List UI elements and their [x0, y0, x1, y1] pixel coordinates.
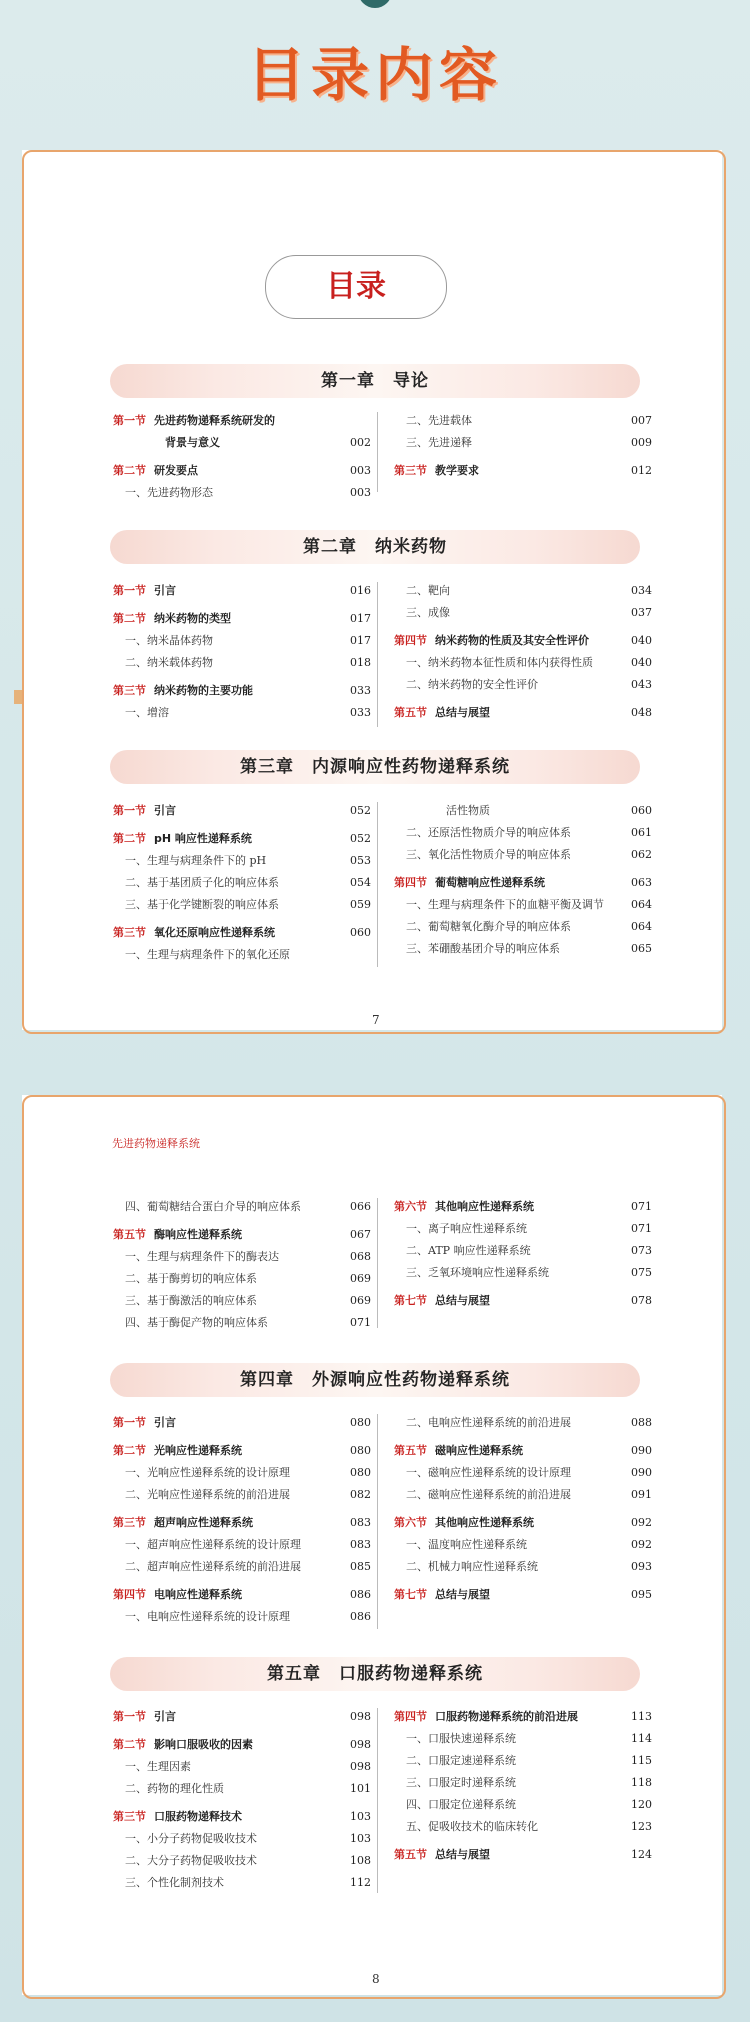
toc-column-right	[394, 1196, 652, 1312]
section-title: 总结与展望	[435, 1294, 490, 1307]
toc-entry-row	[113, 702, 371, 724]
section-number: 第四节	[394, 876, 427, 889]
toc-section-row	[113, 608, 371, 630]
page-ref: 118	[631, 1776, 652, 1789]
entry-title: 一、口服快速递释系统	[406, 1732, 516, 1745]
toc-section-row	[113, 460, 371, 482]
page-ref: 003	[350, 486, 371, 499]
section-title: 影响口服吸收的因素	[154, 1738, 253, 1751]
page-ref: 017	[350, 634, 371, 647]
entry-title: 三、氧化活性物质介导的响应体系	[406, 848, 571, 861]
column-divider	[377, 412, 378, 492]
toc-column-right	[394, 580, 652, 724]
entry-title: 一、生理与病理条件下的血糖平衡及调节	[406, 898, 604, 911]
page-ref: 108	[350, 1854, 371, 1867]
page-ref: 090	[631, 1466, 652, 1479]
page-ref: 069	[350, 1272, 371, 1285]
section-number: 第五节	[394, 1848, 427, 1861]
section-number: 第一节	[113, 414, 146, 427]
section-number: 第六节	[394, 1516, 427, 1529]
toc-entry-row	[394, 1218, 652, 1240]
entry-title: 一、光响应性递释系统的设计原理	[125, 1466, 290, 1479]
section-title: 电响应性递释系统	[154, 1588, 242, 1601]
page-ref: 098	[350, 1760, 371, 1773]
section-number: 第一节	[113, 1416, 146, 1429]
entry-title: 三、基于酶激活的响应体系	[125, 1294, 257, 1307]
page-ref: 037	[631, 606, 652, 619]
page-ref: 059	[350, 898, 371, 911]
section-number: 第四节	[113, 1588, 146, 1601]
toc-section-row	[394, 872, 652, 894]
page-number: 8	[372, 1972, 380, 1986]
chapter-heading: 第一章 导论	[110, 364, 640, 398]
toc-section-row	[113, 800, 371, 822]
section-number: 第二节	[113, 1738, 146, 1751]
page-ref: 043	[631, 678, 652, 691]
section-number: 第二节	[113, 832, 146, 845]
page-ref: 080	[350, 1466, 371, 1479]
entry-title: 三、成像	[406, 606, 450, 619]
section-number: 第四节	[394, 634, 427, 647]
page-ref: 060	[631, 804, 652, 817]
toc-entry-row	[394, 1412, 652, 1434]
toc-section-row	[113, 1734, 371, 1756]
toc-entry-row	[394, 1240, 652, 1262]
page-ref: 052	[350, 804, 371, 817]
entry-title: 三、苯硼酸基团介导的响应体系	[406, 942, 560, 955]
toc-title: 目录	[265, 255, 447, 319]
section-title: 总结与展望	[435, 1848, 490, 1861]
chapter-heading: 第四章 外源响应性药物递释系统	[110, 1363, 640, 1397]
toc-section-row	[113, 922, 371, 944]
toc-section-row	[394, 1196, 652, 1218]
entry-title: 三、乏氧环境响应性递释系统	[406, 1266, 549, 1279]
page-ref: 053	[350, 854, 371, 867]
toc-column-right	[394, 1706, 652, 1866]
page-ref: 069	[350, 1294, 371, 1307]
section-number: 第五节	[394, 1444, 427, 1457]
entry-title: 三、基于化学键断裂的响应体系	[125, 898, 279, 911]
toc-entry-row	[394, 844, 652, 866]
toc-entry-row	[394, 1462, 652, 1484]
toc-entry-row	[394, 1484, 652, 1506]
toc-entry-row	[113, 482, 371, 504]
entry-title: 二、机械力响应性递释系统	[406, 1560, 538, 1573]
entry-title: 一、生理与病理条件下的酶表达	[125, 1250, 279, 1263]
toc-entry-row	[394, 1772, 652, 1794]
entry-title: 二、纳米载体药物	[125, 656, 213, 669]
section-title: 引言	[154, 1710, 176, 1723]
page-ref: 103	[350, 1832, 371, 1845]
entry-title: 一、生理因素	[125, 1760, 191, 1773]
page-ref: 068	[350, 1250, 371, 1263]
page-ref: 083	[350, 1538, 371, 1551]
toc-column-left	[113, 1196, 371, 1334]
page-ref: 090	[631, 1444, 652, 1457]
toc-section-row	[394, 1290, 652, 1312]
entry-title: 三、个性化制剂技术	[125, 1876, 224, 1889]
chapter-heading: 第三章 内源响应性药物递释系统	[110, 750, 640, 784]
toc-entry-row	[394, 1794, 652, 1816]
toc-entry-row	[113, 944, 371, 966]
toc-section-row	[113, 680, 371, 702]
section-number: 第二节	[113, 1444, 146, 1457]
toc-entry-row	[113, 894, 371, 916]
entry-title: 一、小分子药物促吸收技术	[125, 1832, 257, 1845]
page-ref: 091	[631, 1488, 652, 1501]
entry-title: 四、基于酶促产物的响应体系	[125, 1316, 268, 1329]
section-title: 口服药物递释系统的前沿进展	[435, 1710, 578, 1723]
page-ref: 033	[350, 684, 371, 697]
toc-entry-row	[113, 1556, 371, 1578]
section-title: 其他响应性递释系统	[435, 1200, 534, 1213]
column-divider	[377, 802, 378, 967]
toc-entry-row	[113, 1246, 371, 1268]
toc-entry-row	[113, 1872, 371, 1894]
page-ref: 067	[350, 1228, 371, 1241]
toc-section-row	[394, 1844, 652, 1866]
toc-section-row	[113, 1584, 371, 1606]
page-ref: 092	[631, 1538, 652, 1551]
toc-entry-row	[113, 1850, 371, 1872]
toc-section-row	[113, 1512, 371, 1534]
section-title: 纳米药物的主要功能	[154, 684, 253, 697]
page-ref: 083	[350, 1516, 371, 1529]
toc-entry-row	[113, 1484, 371, 1506]
section-title: 口服药物递释技术	[154, 1810, 242, 1823]
page-ref: 061	[631, 826, 652, 839]
page-ref: 065	[631, 942, 652, 955]
section-number: 第四节	[394, 1710, 427, 1723]
toc-section-row	[394, 630, 652, 652]
toc-column-right	[394, 1412, 652, 1606]
page-ref: 064	[631, 920, 652, 933]
entry-title: 二、基于酶剪切的响应体系	[125, 1272, 257, 1285]
toc-entry-row	[394, 602, 652, 624]
toc-column-left	[113, 410, 371, 504]
page-ref: 082	[350, 1488, 371, 1501]
page-ref: 060	[350, 926, 371, 939]
section-title: 教学要求	[435, 464, 479, 477]
page-ref: 071	[350, 1316, 371, 1329]
section-title: 其他响应性递释系统	[435, 1516, 534, 1529]
entry-title: 一、先进药物形态	[125, 486, 213, 499]
toc-column-right	[394, 800, 652, 960]
page-ref: 002	[350, 436, 371, 449]
toc-section-row	[113, 1706, 371, 1728]
section-title: 先进药物递释系统研发的	[154, 414, 275, 427]
entry-title: 二、磁响应性递释系统的前沿进展	[406, 1488, 571, 1501]
toc-section-row	[394, 1512, 652, 1534]
section-number: 第五节	[113, 1228, 146, 1241]
entry-title: 一、超声响应性递释系统的设计原理	[125, 1538, 301, 1551]
section-title: 超声响应性递释系统	[154, 1516, 253, 1529]
page-ref: 034	[631, 584, 652, 597]
toc-entry-row	[394, 432, 652, 454]
page-ref: 054	[350, 876, 371, 889]
toc-column-left	[113, 1706, 371, 1894]
section-title: 引言	[154, 1416, 176, 1429]
entry-title: 二、葡萄糖氧化酶介导的响应体系	[406, 920, 571, 933]
entry-title: 二、大分子药物促吸收技术	[125, 1854, 257, 1867]
page-ref: 040	[631, 634, 652, 647]
toc-section-row	[394, 1440, 652, 1462]
toc-section-row	[394, 460, 652, 482]
entry-title: 二、超声响应性递释系统的前沿进展	[125, 1560, 301, 1573]
toc-entry-row	[394, 1534, 652, 1556]
section-title: 总结与展望	[435, 1588, 490, 1601]
section-title: 纳米药物的类型	[154, 612, 231, 625]
section-number: 第七节	[394, 1294, 427, 1307]
page-ref: 009	[631, 436, 652, 449]
page-ref: 075	[631, 1266, 652, 1279]
page-ref: 071	[631, 1222, 652, 1235]
entry-title: 一、电响应性递释系统的设计原理	[125, 1610, 290, 1623]
page-ref: 066	[350, 1200, 371, 1213]
page-ref: 078	[631, 1294, 652, 1307]
section-number: 第三节	[113, 1810, 146, 1823]
toc-section-row	[394, 702, 652, 724]
toc-section-row	[113, 1224, 371, 1246]
section-number: 第一节	[113, 1710, 146, 1723]
toc-section-row	[113, 1440, 371, 1462]
page-ref: 093	[631, 1560, 652, 1573]
entry-title: 一、生理与病理条件下的 pH	[125, 854, 267, 867]
section-title: 研发要点	[154, 464, 198, 477]
toc-entry-row	[394, 1728, 652, 1750]
toc-entry-row	[394, 1556, 652, 1578]
page-ref: 092	[631, 1516, 652, 1529]
toc-entry-row	[113, 1462, 371, 1484]
section-number: 第五节	[394, 706, 427, 719]
page-ref: 098	[350, 1738, 371, 1751]
toc-entry-row	[113, 432, 371, 454]
entry-title: 四、口服定位递释系统	[406, 1798, 516, 1811]
page-ref: 114	[631, 1732, 652, 1745]
running-header: 先进药物递释系统	[112, 1137, 200, 1150]
page-ref: 080	[350, 1416, 371, 1429]
toc-entry-row	[113, 850, 371, 872]
toc-entry-row	[394, 652, 652, 674]
page-ref: 007	[631, 414, 652, 427]
toc-entry-row	[394, 1750, 652, 1772]
page-ref: 048	[631, 706, 652, 719]
entry-title: 一、离子响应性递释系统	[406, 1222, 527, 1235]
toc-entry-row	[113, 1756, 371, 1778]
section-number: 第一节	[113, 804, 146, 817]
toc-column-left	[113, 800, 371, 966]
toc-entry-row	[394, 580, 652, 602]
toc-section-row	[394, 1584, 652, 1606]
page-ref: 085	[350, 1560, 371, 1573]
page-ref: 088	[631, 1416, 652, 1429]
toc-entry-row	[113, 652, 371, 674]
entry-title: 二、药物的理化性质	[125, 1782, 224, 1795]
entry-title: 二、ATP 响应性递释系统	[406, 1244, 531, 1257]
chapter-heading: 第五章 口服药物递释系统	[110, 1657, 640, 1691]
toc-entry-row	[394, 1816, 652, 1838]
toc-entry-row	[113, 1534, 371, 1556]
toc-entry-row	[394, 800, 652, 822]
column-divider	[377, 582, 378, 727]
page-ref: 115	[631, 1754, 652, 1767]
page-ref: 080	[350, 1444, 371, 1457]
column-divider	[377, 1708, 378, 1893]
entry-title: 一、增溶	[125, 706, 169, 719]
page-1-side-tab	[14, 690, 22, 704]
section-title-continued: 背景与意义	[165, 436, 220, 449]
column-divider	[377, 1198, 378, 1328]
section-number: 第三节	[113, 684, 146, 697]
toc-entry-row	[113, 630, 371, 652]
section-number: 第三节	[113, 926, 146, 939]
page-ref: 124	[631, 1848, 652, 1861]
toc-entry-row	[113, 1196, 371, 1218]
toc-entry-row	[394, 1262, 652, 1284]
page-ref: 112	[350, 1876, 371, 1889]
entry-title: 二、基于基团质子化的响应体系	[125, 876, 279, 889]
entry-title: 二、口服定速递释系统	[406, 1754, 516, 1767]
page-ref: 095	[631, 1588, 652, 1601]
entry-title: 一、纳米晶体药物	[125, 634, 213, 647]
entry-title: 二、先进载体	[406, 414, 472, 427]
entry-title: 四、葡萄糖结合蛋白介导的响应体系	[125, 1200, 301, 1213]
section-title: 葡萄糖响应性递释系统	[435, 876, 545, 889]
page-ref: 052	[350, 832, 371, 845]
entry-title: 一、生理与病理条件下的氧化还原	[125, 948, 290, 961]
toc-section-row	[113, 410, 371, 432]
chapter-heading: 第二章 纳米药物	[110, 530, 640, 564]
toc-entry-row	[113, 1828, 371, 1850]
toc-entry-row	[113, 1268, 371, 1290]
page-ref: 113	[631, 1710, 652, 1723]
entry-title: 五、促吸收技术的临床转化	[406, 1820, 538, 1833]
page-number: 7	[372, 1013, 380, 1027]
page-ref: 062	[631, 848, 652, 861]
page-ref: 033	[350, 706, 371, 719]
page-ref: 017	[350, 612, 371, 625]
top-ornament	[358, 0, 392, 8]
banner-title: 目录内容	[246, 41, 503, 109]
entry-title: 二、还原活性物质介导的响应体系	[406, 826, 571, 839]
entry-title: 一、温度响应性递释系统	[406, 1538, 527, 1551]
page-ref: 018	[350, 656, 371, 669]
toc-entry-row	[113, 1312, 371, 1334]
section-number: 第三节	[394, 464, 427, 477]
page-ref: 012	[631, 464, 652, 477]
toc-column-left	[113, 580, 371, 724]
toc-entry-row	[394, 674, 652, 696]
page-ref: 064	[631, 898, 652, 911]
page-ref: 098	[350, 1710, 371, 1723]
page-ref: 086	[350, 1588, 371, 1601]
section-title: 引言	[154, 584, 176, 597]
section-title: 光响应性递释系统	[154, 1444, 242, 1457]
section-title: 磁响应性递释系统	[435, 1444, 523, 1457]
page-ref: 016	[350, 584, 371, 597]
column-divider	[377, 1414, 378, 1629]
section-title: 纳米药物的性质及其安全性评价	[435, 634, 589, 647]
toc-entry-row	[394, 894, 652, 916]
toc-section-row	[113, 828, 371, 850]
entry-title: 一、磁响应性递释系统的设计原理	[406, 1466, 571, 1479]
section-title: pH 响应性递释系统	[154, 832, 252, 845]
toc-section-row	[394, 1706, 652, 1728]
toc-entry-row	[394, 916, 652, 938]
toc-entry-row	[113, 1778, 371, 1800]
page-ref: 063	[631, 876, 652, 889]
entry-title: 二、电响应性递释系统的前沿进展	[406, 1416, 571, 1429]
entry-title: 二、纳米药物的安全性评价	[406, 678, 538, 691]
section-number: 第二节	[113, 464, 146, 477]
toc-column-right	[394, 410, 652, 482]
page-ref: 086	[350, 1610, 371, 1623]
toc-column-left	[113, 1412, 371, 1628]
page-ref: 101	[350, 1782, 371, 1795]
section-title: 酶响应性递释系统	[154, 1228, 242, 1241]
toc-entry-row	[394, 410, 652, 432]
toc-entry-row	[113, 1290, 371, 1312]
page-ref: 073	[631, 1244, 652, 1257]
section-number: 第二节	[113, 612, 146, 625]
toc-section-row	[113, 580, 371, 602]
toc-entry-row	[394, 938, 652, 960]
entry-title: 二、光响应性递释系统的前沿进展	[125, 1488, 290, 1501]
toc-section-row	[113, 1806, 371, 1828]
page-ref: 103	[350, 1810, 371, 1823]
entry-title: 三、口服定时递释系统	[406, 1776, 516, 1789]
section-number: 第一节	[113, 584, 146, 597]
page-ref: 071	[631, 1200, 652, 1213]
toc-entry-row	[113, 1606, 371, 1628]
page-ref: 123	[631, 1820, 652, 1833]
page-ref: 040	[631, 656, 652, 669]
toc-entry-row	[113, 872, 371, 894]
section-number: 第三节	[113, 1516, 146, 1529]
entry-title-continued: 活性物质	[446, 804, 490, 817]
section-title: 氧化还原响应性递释系统	[154, 926, 275, 939]
toc-section-row	[113, 1412, 371, 1434]
entry-title: 三、先进递释	[406, 436, 472, 449]
entry-title: 一、纳米药物本征性质和体内获得性质	[406, 656, 593, 669]
section-number: 第六节	[394, 1200, 427, 1213]
section-title: 总结与展望	[435, 706, 490, 719]
toc-entry-row	[394, 822, 652, 844]
page-ref: 003	[350, 464, 371, 477]
section-title: 引言	[154, 804, 176, 817]
page-ref: 120	[631, 1798, 652, 1811]
entry-title: 二、靶向	[406, 584, 450, 597]
section-number: 第七节	[394, 1588, 427, 1601]
